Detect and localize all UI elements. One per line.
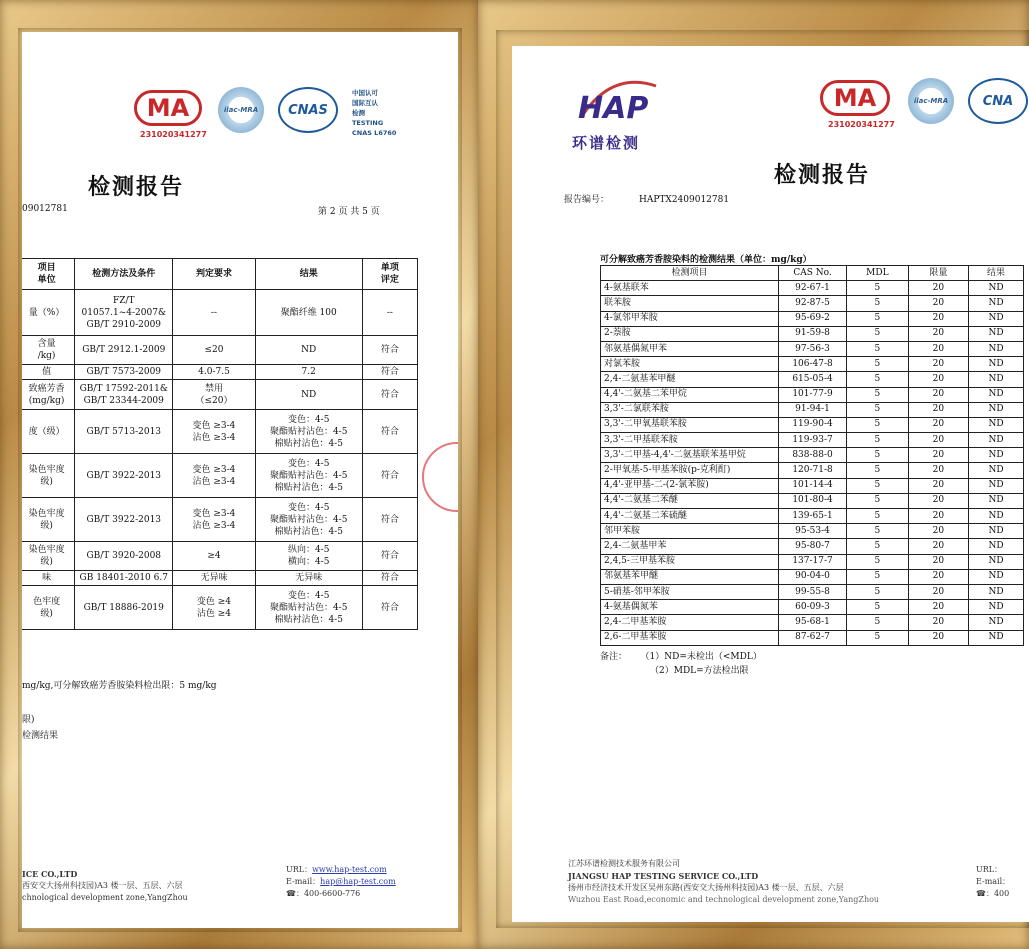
table-cell: 20 [908, 615, 968, 630]
table-cell: 对氯苯胺 [601, 357, 779, 372]
report-title: 检测报告 [88, 175, 185, 200]
table-row [601, 463, 1024, 478]
table-row: 色牢度 级) GB/T 18886-2019 变色 ≥4 沾色 ≥4 变色：4-5 聚酯贴衬沾色：4-5 棉贴衬沾色：4-5 符合 [22, 586, 418, 630]
table-cell: 99-55-8 [778, 584, 846, 599]
table-cell: ND [969, 478, 1024, 493]
table-cell: ND [969, 448, 1024, 463]
table-cell: 119-90-4 [778, 417, 846, 432]
table-cell: 邻氨基偶氮甲苯 [601, 341, 779, 356]
table-row [601, 311, 1024, 326]
table-cell: 2,4-二氨基甲苯 [601, 539, 779, 554]
contact-info: URL：www.hap-test.com E-mail：hap@hap-test.com ☎：400-6600-776 [286, 865, 396, 898]
table-cell: 60-09-3 [778, 600, 846, 615]
table-row: 含量 /kg) GB/T 2912.1-2009 ≤20 ND 符合 [22, 336, 418, 365]
table-cell: 2,6-二甲基苯胺 [601, 630, 779, 645]
table-row: 染色牢度 级) GB/T 3920-2008 ≥4 纵向：4-5 横向：4-5 符合 [22, 542, 418, 571]
table-cell: ND [969, 630, 1024, 645]
table-cell: 20 [908, 448, 968, 463]
table-cell: 5 [847, 417, 909, 432]
table-cell: 4-氨基偶氮苯 [601, 600, 779, 615]
table-cell: 5 [847, 493, 909, 508]
table-cell: 20 [908, 433, 968, 448]
hap-swoosh-icon [572, 76, 658, 126]
table-row [601, 615, 1024, 630]
table-cell: ND [969, 326, 1024, 341]
table-cell: ND [969, 387, 1024, 402]
aromatic-amine-table [600, 265, 1024, 646]
table-header: 单项 评定 [362, 259, 417, 290]
table-cell: 5 [847, 296, 909, 311]
table-header: 结果 [969, 266, 1024, 281]
table-cell: 2,4-二甲基苯胺 [601, 615, 779, 630]
table-cell: 5 [847, 433, 909, 448]
table-header: CAS No. [778, 266, 846, 281]
table-header: 限量 [908, 266, 968, 281]
table-header: MDL [847, 266, 909, 281]
table-cell: ND [969, 584, 1024, 599]
table-cell: 4,4'-二氨基二苯硫醚 [601, 509, 779, 524]
table-cell: 137-17-7 [778, 554, 846, 569]
table-cell: 20 [908, 296, 968, 311]
table-cell: 101-80-4 [778, 493, 846, 508]
table-cell: 120-71-8 [778, 463, 846, 478]
table-row [601, 569, 1024, 584]
table-cell: 4-氨基联苯 [601, 281, 779, 296]
table-cell: 5 [847, 509, 909, 524]
table-row: 致癌芳香 (mg/kg) GB/T 17592-2011& GB/T 23344-2009 禁用 （≤20） ND 符合 [22, 380, 418, 410]
table-cell: ND [969, 463, 1024, 478]
table-cell: ND [969, 296, 1024, 311]
table-cell: 101-14-4 [778, 478, 846, 493]
table-cell: 20 [908, 509, 968, 524]
table-header: 项目 单位 [22, 259, 75, 290]
table-cell: ND [969, 539, 1024, 554]
table-row [601, 281, 1024, 296]
table-cell: 5 [847, 569, 909, 584]
table-cell: 3,3'-二氯联苯胺 [601, 402, 779, 417]
cnas-logo: CNAS [278, 87, 338, 133]
table-cell: 90-04-0 [778, 569, 846, 584]
table-cell: ND [969, 402, 1024, 417]
company-stamp [422, 442, 458, 512]
table-row [601, 341, 1024, 356]
table-cell: ND [969, 357, 1024, 372]
note-detection-limit: mg/kg,可分解致癌芳香胺染料检出限：5 mg/kg [22, 681, 217, 691]
table-row [601, 417, 1024, 432]
table-row: 值 GB/T 7573-2009 4.0-7.5 7.2 符合 [22, 365, 418, 380]
table-row [601, 509, 1024, 524]
table-row [601, 448, 1024, 463]
table-cell: ND [969, 417, 1024, 432]
table-title: 可分解致癌芳香胺染料的检测结果（单位：mg/kg） [600, 255, 812, 265]
table-cell: 20 [908, 524, 968, 539]
table-cell: 20 [908, 281, 968, 296]
table-cell: 4,4'-二氨基二苯甲烷 [601, 387, 779, 402]
company-footer: ICE CO.,LTD 西安交大扬州科技园)A3 楼一层、五层、六层 chnological development zone,YangZhou [22, 869, 188, 902]
table-cell: 20 [908, 463, 968, 478]
page-indicator: 第 2 页 共 5 页 [318, 207, 380, 217]
table-cell: 3,3'-二甲基-4,4'-二氨基联苯基甲烷 [601, 448, 779, 463]
table-cell: 139-65-1 [778, 509, 846, 524]
table-header: 检测项目 [601, 266, 779, 281]
note-limit: 限) [22, 715, 35, 725]
table-cell: 5 [847, 524, 909, 539]
note-results: 检测结果 [22, 731, 59, 741]
table-cell: 20 [908, 554, 968, 569]
table-row [601, 372, 1024, 387]
table-row [601, 296, 1024, 311]
table-cell: 邻氨基苯甲醚 [601, 569, 779, 584]
table-cell: 5 [847, 402, 909, 417]
table-header: 检测方法及条件 [75, 259, 173, 290]
table-cell: 5-硝基-邻甲苯胺 [601, 584, 779, 599]
table-row [601, 326, 1024, 341]
report-number: 报告编号： HAPTX2409012781 [564, 195, 730, 205]
table-cell: 95-69-2 [778, 311, 846, 326]
table-cell: 5 [847, 463, 909, 478]
table-cell: 92-67-1 [778, 281, 846, 296]
table-cell: 4-氯邻甲苯胺 [601, 311, 779, 326]
ilac-mra-logo: ilac-MRA [908, 78, 954, 124]
table-cell: 2-萘胺 [601, 326, 779, 341]
svg-text:HAP: HAP [578, 91, 649, 126]
table-cell: 20 [908, 630, 968, 645]
table-row: 染色牢度 级) GB/T 3922-2013 变色 ≥3-4 沾色 ≥3-4 变色：4-5 聚酯贴衬沾色：4-5 棉贴衬沾色：4-5 符合 [22, 454, 418, 498]
left-report-page [22, 32, 458, 928]
table-cell: 5 [847, 584, 909, 599]
table-row [601, 600, 1024, 615]
table-cell: 615-05-4 [778, 372, 846, 387]
table-cell: 5 [847, 554, 909, 569]
table-cell: 2,4-二氨基苯甲醚 [601, 372, 779, 387]
table-cell: ND [969, 569, 1024, 584]
table-cell: 20 [908, 372, 968, 387]
table-cell: 95-53-4 [778, 524, 846, 539]
table-row: 染色牢度 级) GB/T 3922-2013 变色 ≥3-4 沾色 ≥3-4 变色：4-5 聚酯贴衬沾色：4-5 棉贴衬沾色：4-5 符合 [22, 498, 418, 542]
right-report-page [512, 46, 1029, 922]
table-cell: ND [969, 281, 1024, 296]
table-row: 度（级） GB/T 5713-2013 变色 ≥3-4 沾色 ≥3-4 变色：4-5 聚酯贴衬沾色：4-5 棉贴衬沾色：4-5 符合 [22, 410, 418, 454]
table-cell: 5 [847, 448, 909, 463]
table-row [601, 493, 1024, 508]
table-row [601, 478, 1024, 493]
table-row [601, 433, 1024, 448]
table-cell: 5 [847, 600, 909, 615]
test-results-table [22, 258, 418, 630]
company-footer: 江苏环谱检测技术服务有限公司 JIANGSU HAP TESTING SERVICE CO.,LTD 扬州市经济技术开发区吴州东路(西安交大扬州科技园)A3 楼一层、五层、六层 Wuzhou East Road,economic and technological development zone,YangZhou [568, 859, 880, 904]
table-cell: 119-93-7 [778, 433, 846, 448]
table-cell: 20 [908, 387, 968, 402]
table-cell: 20 [908, 311, 968, 326]
table-header: 结果 [255, 259, 362, 290]
table-cell: 91-94-1 [778, 402, 846, 417]
table-cell: 4,4'-亚甲基-二-(2-氯苯胺) [601, 478, 779, 493]
hap-logo: HAP 环谱检测 [572, 76, 658, 153]
cma-logo: MA [134, 90, 202, 126]
contact-info: URL： E-mail： ☎：400 [976, 865, 1011, 898]
table-cell: ND [969, 524, 1024, 539]
table-cell: 4,4'-二氨基二苯醚 [601, 493, 779, 508]
table-cell: ND [969, 433, 1024, 448]
table-cell: 邻甲苯胺 [601, 524, 779, 539]
table-cell: 838-88-0 [778, 448, 846, 463]
table-cell: ND [969, 600, 1024, 615]
table-cell: 20 [908, 326, 968, 341]
table-cell: 5 [847, 326, 909, 341]
table-row: 量（%） FZ/T 01057.1~4-2007& GB/T 2910-2009 -- 聚酯纤维 100 -- [22, 290, 418, 336]
table-cell: 5 [847, 372, 909, 387]
table-cell: 5 [847, 311, 909, 326]
table-cell: 20 [908, 341, 968, 356]
table-row [601, 524, 1024, 539]
table-row [601, 402, 1024, 417]
table-cell: 3,3'-二甲基联苯胺 [601, 433, 779, 448]
table-cell: 20 [908, 402, 968, 417]
table-cell: ND [969, 509, 1024, 524]
table-row [601, 554, 1024, 569]
website-link[interactable]: www.hap-test.com [312, 865, 387, 874]
table-cell: 5 [847, 615, 909, 630]
table-cell: 20 [908, 357, 968, 372]
table-cell: 20 [908, 600, 968, 615]
table-header: 判定要求 [173, 259, 255, 290]
table-cell: 92-87-5 [778, 296, 846, 311]
cma-number: 231020341277 [828, 120, 895, 129]
phone-icon: ☎ [286, 889, 296, 898]
table-row [601, 539, 1024, 554]
table-cell: ND [969, 311, 1024, 326]
table-cell: 87-62-7 [778, 630, 846, 645]
table-cell: 97-56-3 [778, 341, 846, 356]
table-cell: 2-甲氧基-5-甲基苯胺(p-克利酊) [601, 463, 779, 478]
ilac-mra-logo: ilac-MRA [218, 87, 264, 133]
report-title: 检测报告 [774, 163, 871, 188]
table-cell: 5 [847, 341, 909, 356]
table-cell: 联苯胺 [601, 296, 779, 311]
cnas-logo: CNA [968, 78, 1028, 124]
table-cell: 5 [847, 357, 909, 372]
table-row [601, 387, 1024, 402]
cnas-text: 中国认可 国际互认 检测 TESTING CNAS L6760 [352, 89, 397, 137]
table-cell: 20 [908, 569, 968, 584]
table-cell: 95-68-1 [778, 615, 846, 630]
table-cell: 20 [908, 493, 968, 508]
phone-icon: ☎ [976, 889, 986, 898]
table-cell: 20 [908, 584, 968, 599]
table-cell: 91-59-8 [778, 326, 846, 341]
table-row [601, 584, 1024, 599]
table-cell: 5 [847, 478, 909, 493]
table-cell: ND [969, 372, 1024, 387]
table-cell: ND [969, 615, 1024, 630]
table-cell: 20 [908, 478, 968, 493]
table-cell: ND [969, 493, 1024, 508]
table-cell: 5 [847, 281, 909, 296]
email-link[interactable]: hap@hap-test.com [320, 877, 396, 886]
table-cell: 20 [908, 539, 968, 554]
table-cell: 5 [847, 539, 909, 554]
table-cell: ND [969, 341, 1024, 356]
cma-number: 231020341277 [140, 130, 207, 139]
table-row [601, 630, 1024, 645]
table-cell: 5 [847, 630, 909, 645]
table-cell: 101-77-9 [778, 387, 846, 402]
table-cell: 106-47-8 [778, 357, 846, 372]
notes: 备注： （1）ND=未检出（<MDL） （2）MDL=方法检出限 [600, 652, 762, 676]
table-cell: 5 [847, 387, 909, 402]
cma-logo: MA [820, 80, 890, 116]
table-row [601, 357, 1024, 372]
table-cell: 20 [908, 417, 968, 432]
table-cell: 95-80-7 [778, 539, 846, 554]
report-number: 09012781 [22, 204, 68, 214]
table-cell: 3,3'-二甲氧基联苯胺 [601, 417, 779, 432]
table-row: 味 GB 18401-2010 6.7 无异味 无异味 符合 [22, 571, 418, 586]
table-cell: ND [969, 554, 1024, 569]
table-cell: 2,4,5-三甲基苯胺 [601, 554, 779, 569]
